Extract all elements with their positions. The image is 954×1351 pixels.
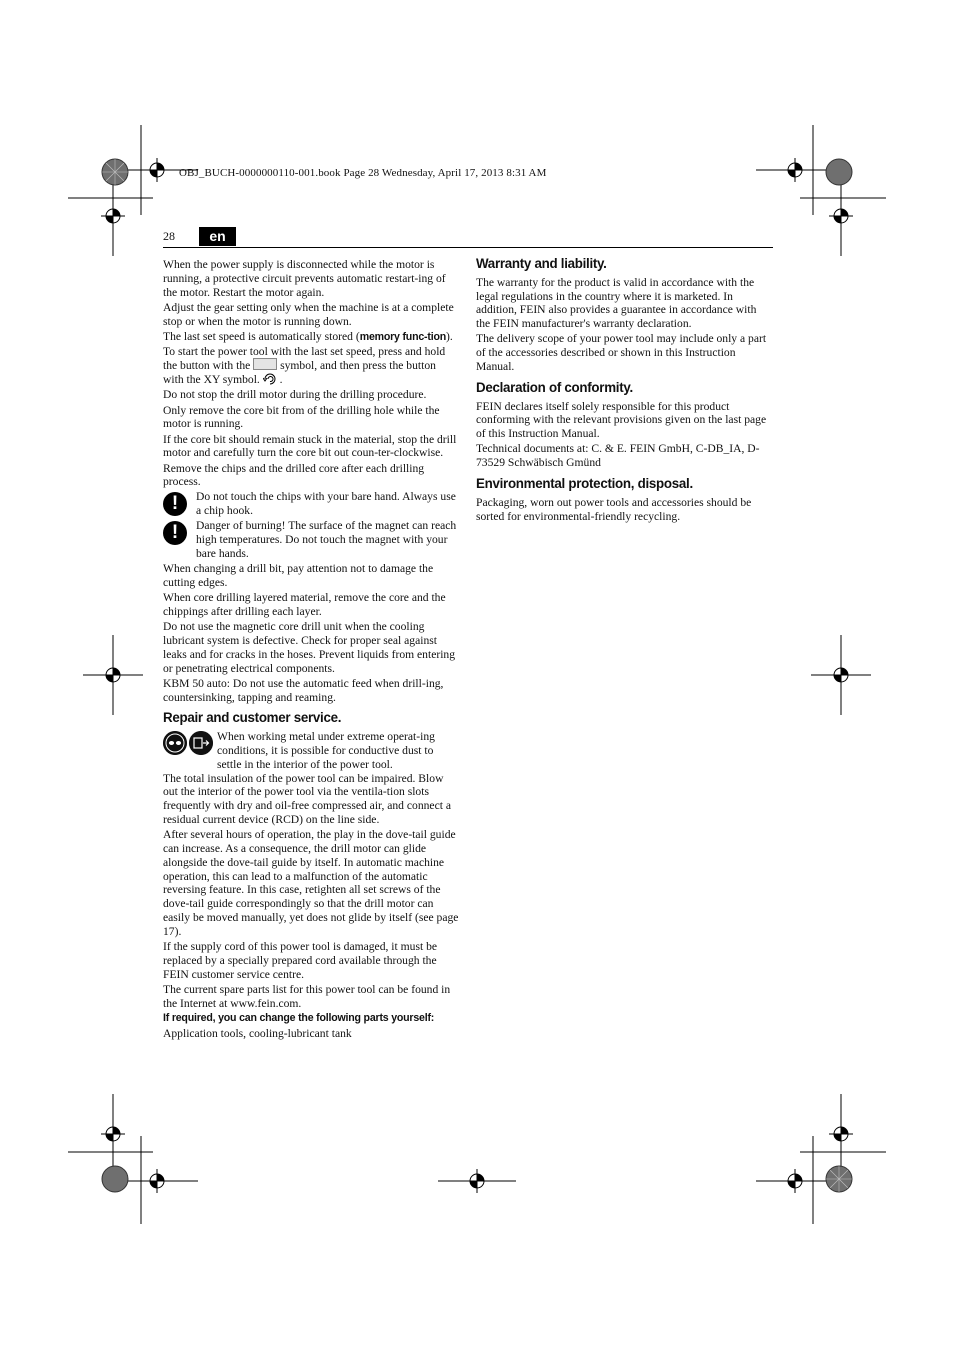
paragraph: If the core bit should remain stuck in the material, stop the drill motor and carefully turn the core bit out coun-ter-clockwise. <box>163 432 457 460</box>
heading-conformity: Declaration of conformity. <box>476 379 633 396</box>
paragraph: The current spare parts list for this power tool can be found in the Internet at www.fein.com. <box>163 982 451 1010</box>
paragraph: Remove the chips and the drilled core after each drilling process. <box>163 461 425 489</box>
paragraph: Technical documents at: C. & E. FEIN GmbH, C-DB_IA, D-73529 Schwäbisch Gmünd <box>476 442 760 470</box>
language-tab: en <box>199 227 236 246</box>
paragraph: Packaging, worn out power tools and accessories should be sorted for environmental-friendly recycling. <box>476 495 752 523</box>
warning-burn: ! Danger of burning! The surface of the magnet can reach high temperatures. Do not touch the magnet with your bare hands. <box>163 519 459 560</box>
paragraph: The warranty for the product is valid in accordance with the legal regulations in the country where it is marketed. In addition, FEIN also provides a guarantee in accordance with the FEIN manufacturer's warranty declaration. <box>476 275 757 331</box>
warning-chip-hook: ! Do not touch the chips with your bare hand. Always use a chip hook. <box>163 490 459 518</box>
heading-warranty: Warranty and liability. <box>476 256 607 272</box>
warning-exclamation-icon: ! <box>163 521 187 545</box>
heading-environment: Environmental protection, disposal. <box>476 475 693 492</box>
paragraph: KBM 50 auto: Do not use the automatic feed when drill-ing, countersinking, tapping and reaming. <box>163 676 444 704</box>
paragraph: When core drilling layered material, remove the core and the chippings after drilling each layer. <box>163 591 446 619</box>
paragraph: Do not use the magnetic core drill unit when the cooling lubricant system is defective. Check for proper seal against leaks and for cracks in the hoses. Prevent liquids from entering or penetrating electrical components. <box>163 620 456 675</box>
paragraph: Adjust the gear setting only when the machine is at a complete stop or when the motor is running down. <box>163 300 454 328</box>
paragraph-memory-function: The last set speed is automatically stored (memory func-tion). To start the power tool with the last set speed, press and hold the button with the symbol, and then press the button with the XY symbol. . <box>163 329 453 387</box>
paragraph: Only remove the core bit from of the drilling hole while the motor is running. <box>163 403 440 431</box>
paragraph: Application tools, cooling-lubricant tank <box>163 1026 352 1040</box>
left-column <box>163 258 459 1042</box>
read-manual-icon <box>189 731 213 755</box>
print-header: OBJ_BUCH-0000000110-001.book Page 28 Wednesday, April 17, 2013 8:31 AM <box>179 167 547 179</box>
repair-ppe-note: When working metal under extreme operat-ing conditions, it is possible for conductive dust to settle in the interior of the power tool. <box>163 730 459 771</box>
paragraph-bold: If required, you can change the following parts yourself: <box>163 1011 435 1024</box>
paragraph: The total insulation of the power tool can be impaired. Blow out the interior of the power tool via the ventila-tion slots frequently with dry and oil-free compressed air, and connect a residual current device (RCD) on the line side. <box>163 771 451 826</box>
page-number: 28 <box>163 229 175 243</box>
wear-eye-protection-icon <box>163 731 187 755</box>
blank-button-icon <box>253 358 277 370</box>
header-rule <box>163 247 773 248</box>
paragraph: When changing a drill bit, pay attention not to damage the cutting edges. <box>163 562 434 590</box>
xy-reverse-icon <box>263 373 277 385</box>
paragraph: FEIN declares itself solely responsible for this product conforming with the relevant provisions given on the last page of this Instruction Manual. <box>476 399 767 441</box>
warning-exclamation-icon: ! <box>163 492 187 516</box>
paragraph: When the power supply is disconnected while the motor is running, a protective circuit prevents automatic restart-ing of the motor. Restart the motor again. <box>163 258 446 299</box>
paragraph: Do not stop the drill motor during the drilling procedure. <box>163 388 427 402</box>
paragraph: If the supply cord of this power tool is damaged, it must be replaced by a specially prepared cord available through the FEIN customer service centre. <box>163 939 438 981</box>
paragraph: The delivery scope of your power tool may include only a part of the accessories described or shown in this Instruction Manual. <box>476 332 767 373</box>
paragraph: After several hours of operation, the play in the dove-tail guide can increase. As a consequence, the drill motor can glide alongside the dove-tail guide by itself. In automatic machine operation, this can lead to a malfunction of the automatic reversing feature. In this case, retighten all set screws of the dove-tail guide correspondingly so that the drill motor can easily be moved manually, yet does not glide by itself (see page 17). <box>163 828 459 938</box>
right-column <box>476 258 773 525</box>
heading-repair: Repair and customer service. <box>163 710 342 727</box>
